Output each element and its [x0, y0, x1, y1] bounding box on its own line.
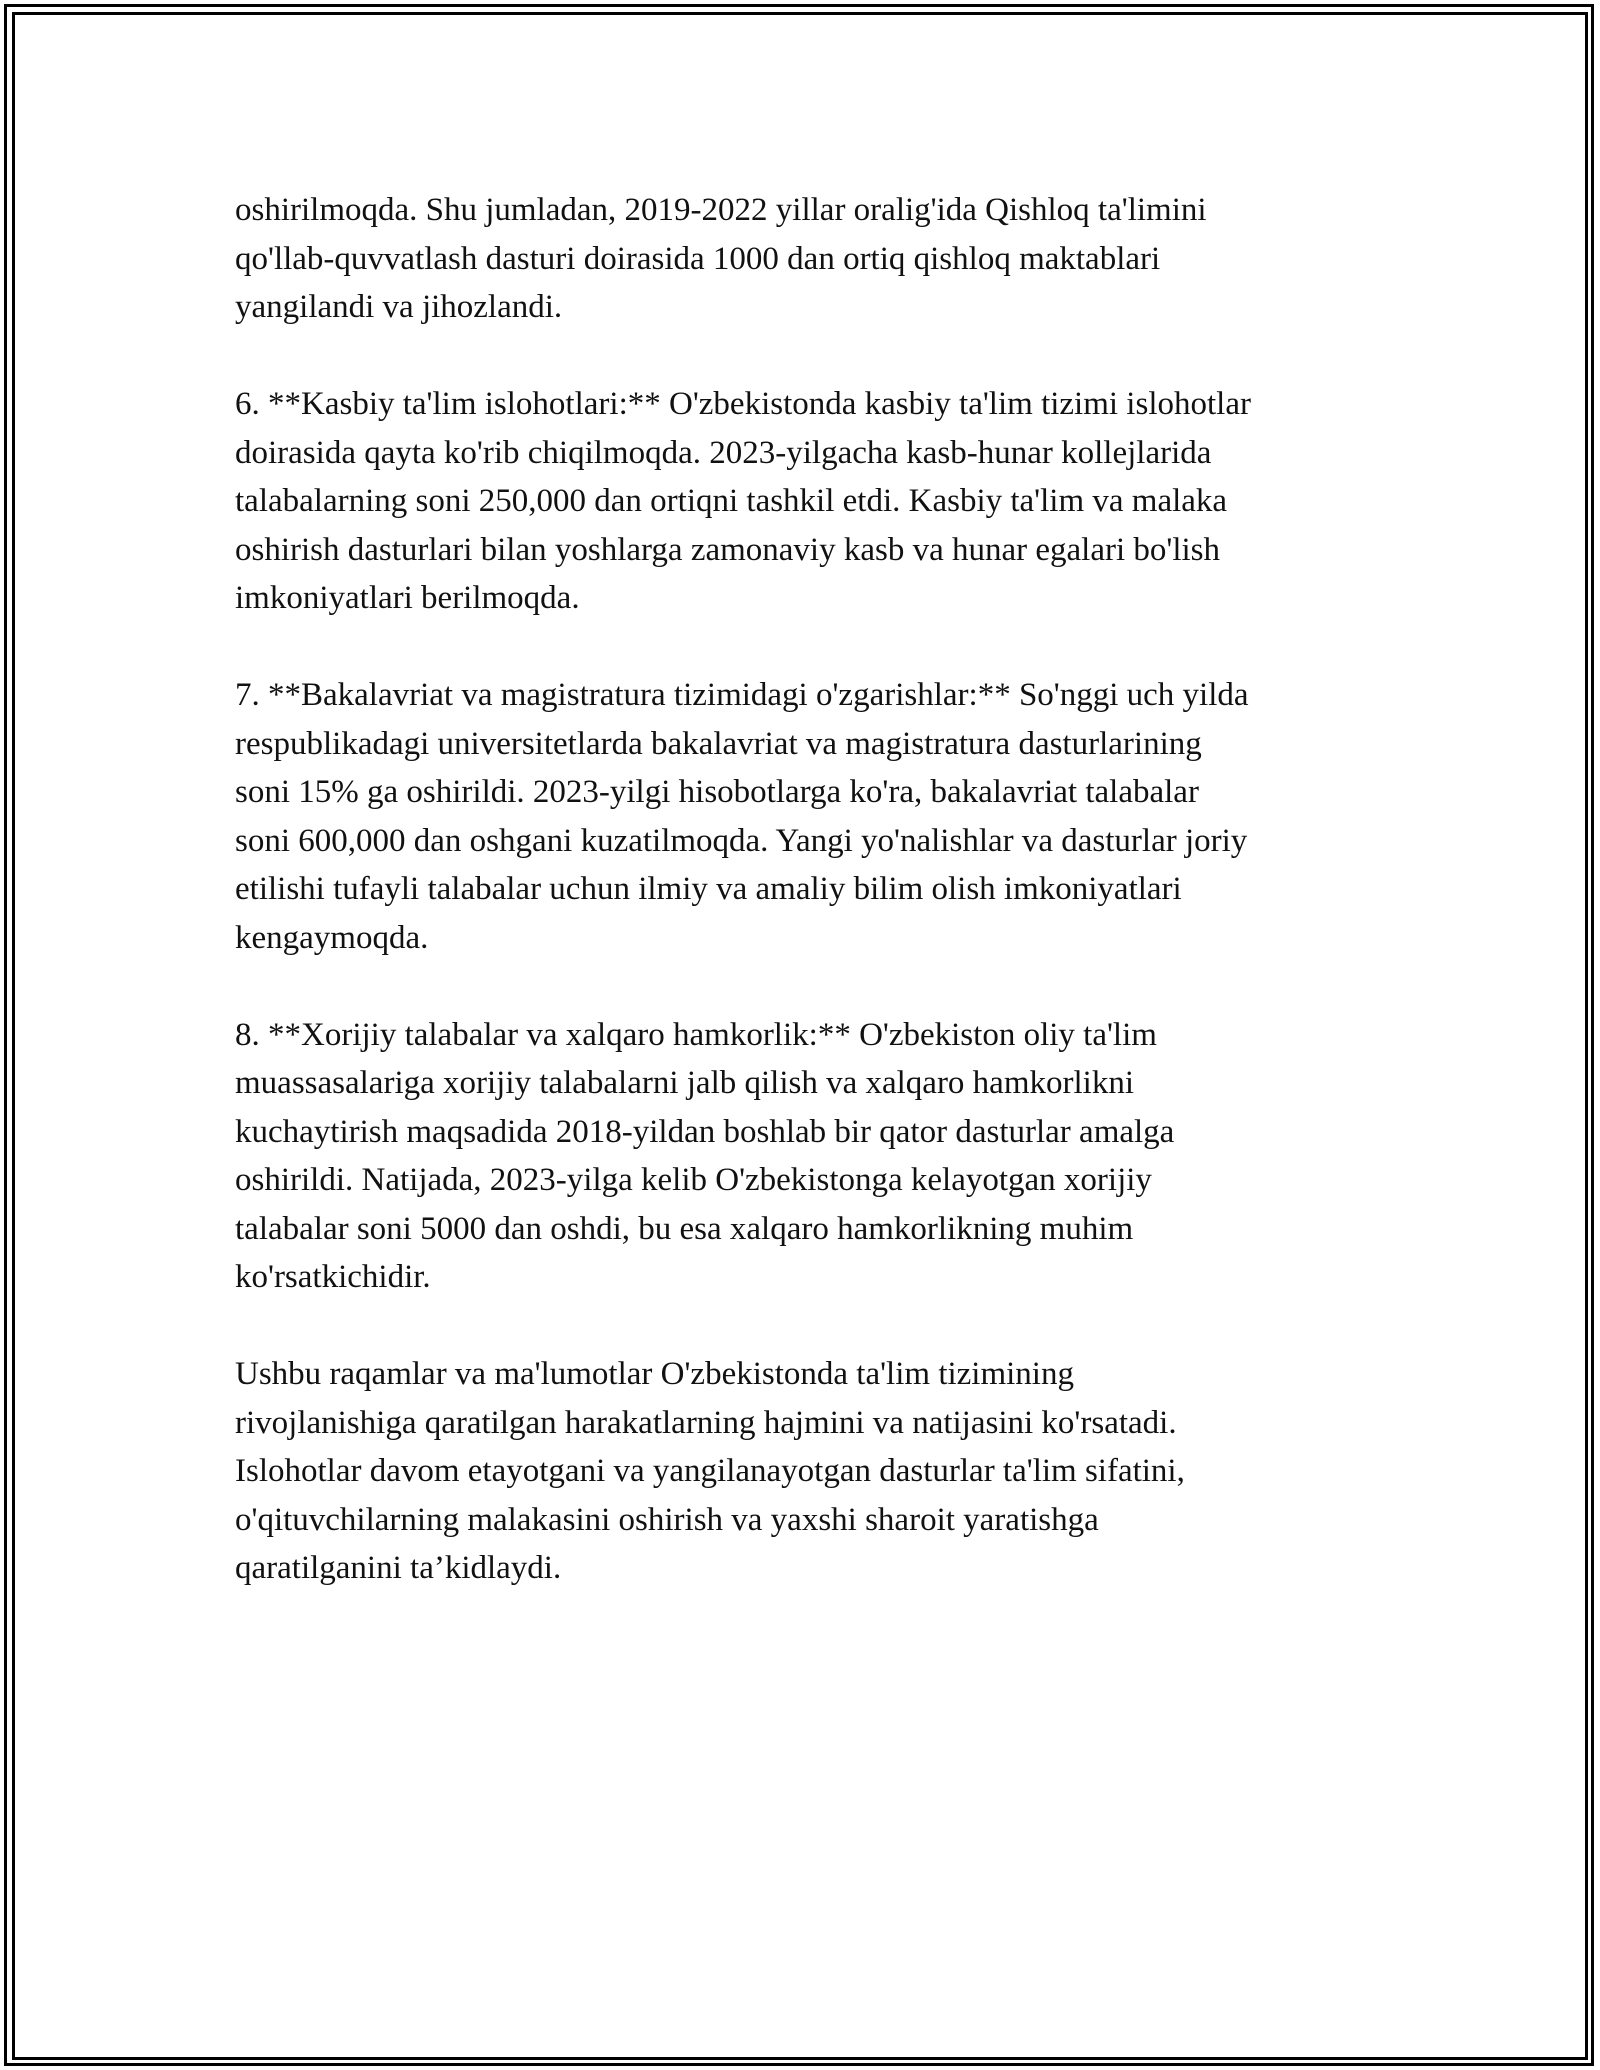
paragraph-conclusion: Ushbu raqamlar va ma'lumotlar O'zbekistonda ta'lim tizimining rivojlanishiga qaratilgan harakatlarning hajmini va natijasini ko'rsatadi. Islohotlar davom etayotgani va yangilanayotgan dasturlar ta'lim sifatini, o'qituvchilarning malakasini oshirish va yaxshi sharoit yaratishga qaratilganini ta’kidlaydi. — [235, 1356, 1185, 1586]
paragraph-item-7-bachelor-master: 7. **Bakalavriat va magistratura tizimidagi o'zgarishlar:** So'nggi uch yilda respublikadagi universitetlarda bakalavriat va magistratura dasturlarining soni 15% ga oshirildi. 2023-yilgi hisobotlarga ko'ra, bakalavriat talabalar soni 600,000 dan oshgani kuzatilmoqda. Yangi yo'nalishlar va dasturlar joriy etilishi tufayli talabalar uchun ilmiy va amaliy bilim olish imkoniyatlari kengaymoqda. — [235, 677, 1249, 956]
document-body — [235, 186, 1395, 1641]
paragraph-item-8-foreign-students: 8. **Xorijiy talabalar va xalqaro hamkorlik:** O'zbekiston oliy ta'lim muassasalariga xorijiy talabalarni jalb qilish va xalqaro hamkorlikni kuchaytirish maqsadida 2018-yildan boshlab bir qator dasturlar amalga oshirildi. Natijada, 2023-yilga kelib O'zbekistonga kelayotgan xorijiy talabalar soni 5000 dan oshdi, bu esa xalqaro hamkorlikning muhim ko'rsatkichidir. — [235, 1016, 1175, 1295]
paragraph-item-6-vocational-reforms: 6. **Kasbiy ta'lim islohotlari:** O'zbekistonda kasbiy ta'lim tizimi islohotlar doirasida qayta ko'rib chiqilmoqda. 2023-yilgacha kasb-hunar kollejlarida talabalarning soni 250,000 dan ortiqni tashkil etdi. Kasbiy ta'lim va malaka oshirish dasturlari bilan yoshlarga zamonaviy kasb va hunar egalari bo'lish imkoniyatlari berilmoqda. — [235, 386, 1251, 616]
paragraph-intro-continuation: oshirilmoqda. Shu jumladan, 2019-2022 yillar oralig'ida Qishloq ta'limini qo'llab-quvvatlash dasturi doirasida 1000 dan ortiq qishloq maktablari yangilandi va jihozlandi. — [235, 192, 1207, 325]
